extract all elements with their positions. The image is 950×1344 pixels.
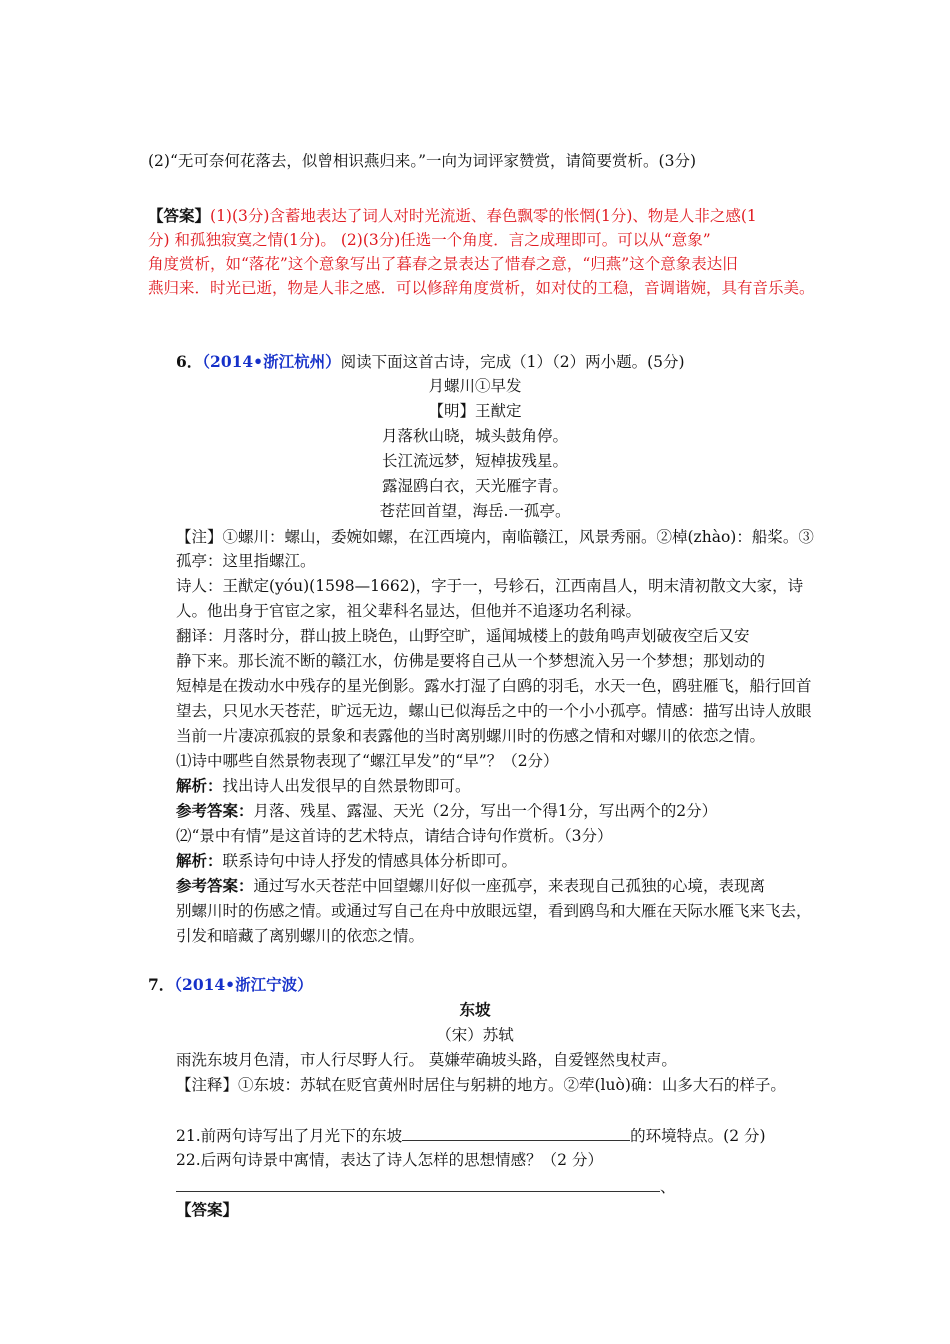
q5-answer-line-2: 分) 和孤独寂寞之情(1分)。 (2)(3分)任选一个角度．言之成理即可。可以从“意象” — [148, 231, 711, 249]
q5-answer-label: 【答案】 — [148, 206, 211, 225]
q5-answer-line-4: 燕归来．时光已逝，物是人非之感．可以修辞角度赏析，如对仗的工稳，音调谐婉，具有音乐美。 — [148, 279, 815, 297]
q5-answer-line-3: 角度赏析，如“落花”这个意象写出了暮春之景表达了惜春之意，“归燕”这个意象表达旧 — [148, 255, 738, 273]
q7-q21-blank[interactable] — [402, 1124, 630, 1141]
q6-poet-line-1: 诗人：王猷定(yóu)(1598—1662)，字于一，号轸石，江西南昌人，明末清初散文大家，诗 — [176, 577, 804, 595]
q6-q2-analysis — [176, 850, 517, 872]
q6-poem-line-1: 月落秋山晓，城头鼓角停。 — [381, 427, 568, 445]
q6-note-line-1: 【注】①螺川：螺山，委婉如螺，在江西境内，南临赣江，风景秀丽。②棹(zhào)：船桨。③ — [176, 528, 814, 546]
q7-note: 【注释】①东坡：苏轼在贬官黄州时居住与躬耕的地方。②荦(luò)确：山多大石的样子。 — [176, 1076, 786, 1094]
q6-q2-analysis-text: 联系诗句中诗人抒发的情感具体分析即可。 — [222, 852, 518, 870]
q5-answer-line-1 — [148, 205, 757, 227]
q7-q21-before: 21.前两句诗写出了月光下的东坡 — [176, 1127, 403, 1145]
q6-q1-analysis — [176, 775, 471, 797]
q6-poem-title: 月螺川①早发 — [428, 377, 522, 395]
q7-answer-label: 【答案】 — [176, 1200, 239, 1219]
q6-question-2: ⑵“景中有情”是这首诗的艺术特点，请结合诗句作赏析。（3分） — [176, 827, 613, 845]
q7-q22-tail: 、 — [660, 1178, 676, 1196]
q7-header — [148, 974, 313, 996]
q5-answer-text-1: (1)(3分)含蓄地表达了词人对时光流逝、春色飘零的怅惘(1分)、物是人非之感(1 — [210, 207, 757, 225]
q7-poem: 雨洗东坡月色清，市人行尽野人行。 莫嫌荦确坡头路，自爱铿然曳杖声。 — [176, 1051, 677, 1069]
q6-translation-line-1: 翻译：月落时分，群山披上晓色，山野空旷，遥闻城楼上的鼓角鸣声划破夜空后又安 — [176, 627, 750, 645]
q6-q2-answer-text-1: 通过写水天苍茫中回望螺川好似一座孤亭，来表现自己孤独的心境，表现离 — [253, 877, 766, 895]
q6-translation-line-4: 望去，只见水天苍茫，旷远无边，螺山已似海岳之中的一个小小孤亭。情感：描写出诗人放眼 — [176, 702, 812, 720]
q7-author: （宋）苏轼 — [436, 1026, 514, 1044]
q6-poem-line-2: 长江流远梦，短棹拔残星。 — [381, 452, 568, 470]
q6-source: （2014•浙江杭州） — [202, 352, 341, 371]
q6-q2-answer-line-1 — [176, 875, 765, 897]
q6-instruction: 阅读下面这首古诗，完成（1）（2）两小题。(5分) — [340, 353, 685, 371]
q7-q21-after: 的环境特点。(2 分) — [630, 1127, 766, 1145]
q6-q1-analysis-text: 找出诗人出发很早的自然景物即可。 — [222, 777, 471, 795]
q6-translation-line-3: 短棹是在拨动水中残存的星光倒影。露水打湿了白鸥的羽毛，水天一色，鸥驻雁飞，船行回首 — [176, 677, 812, 695]
q6-q1-answer — [176, 800, 717, 822]
q7-question-21 — [176, 1124, 766, 1147]
q6-note-line-2: 孤亭：这里指螺江。 — [176, 552, 316, 570]
q6-number: 6． — [176, 352, 203, 371]
q6-q2-answer-line-2: 别螺川时的伤感之情。或通过写自己在舟中放眼远望，看到鸥鸟和大雁在天际水雁飞来飞去， — [176, 902, 812, 920]
q7-number: 7． — [148, 975, 175, 994]
q7-source: （2014•浙江宁波） — [174, 975, 313, 994]
q6-question-1: ⑴诗中哪些自然景物表现了“螺江早发”的“早”？（2分） — [176, 752, 559, 770]
q6-q1-analysis-label: 解析： — [176, 776, 223, 795]
q6-q1-ref-label: 参考答案： — [176, 801, 254, 820]
q6-q1-answer-text: 月落、残星、露湿、天光（2分，写出一个得1分，写出两个的2分） — [253, 802, 718, 820]
q6-q2-ref-label: 参考答案： — [176, 876, 254, 895]
q6-q2-analysis-label: 解析： — [176, 851, 223, 870]
q6-poem-line-4: 苍茫回首望，海岳.一孤亭。 — [379, 502, 571, 520]
q6-q2-answer-line-3: 引发和暗藏了离别螺川的依恋之情。 — [176, 927, 425, 945]
q7-question-22: 22.后两句诗景中寓情，表达了诗人怎样的思想情感？（2 分） — [176, 1151, 603, 1169]
q6-header — [176, 351, 685, 373]
q7-q22-answer-line — [176, 1175, 676, 1198]
q5-sub2: (2)“无可奈何花落去，似曾相识燕归来。”一向为词评家赞赏，请简要赏析。(3分) — [148, 152, 697, 170]
q6-translation-line-2: 静下来。那长流不断的赣江水，仿佛是要将自己从一个梦想流入另一个梦想；那划动的 — [176, 652, 766, 670]
q7-poem-title: 东坡 — [459, 1000, 491, 1019]
q6-author: 【明】王猷定 — [428, 402, 522, 420]
q6-poem-line-3: 露湿鸥白衣，天光雁字青。 — [381, 477, 568, 495]
q7-q22-blank[interactable] — [176, 1175, 660, 1192]
q6-translation-line-5: 当前一片凄凉孤寂的景象和表露他的当时离别螺川时的伤感之情和对螺川的依恋之情。 — [176, 727, 766, 745]
q6-poet-line-2: 人。他出身于官宦之家，祖父辈科名显达，但他并不追逐功名利禄。 — [176, 602, 642, 620]
